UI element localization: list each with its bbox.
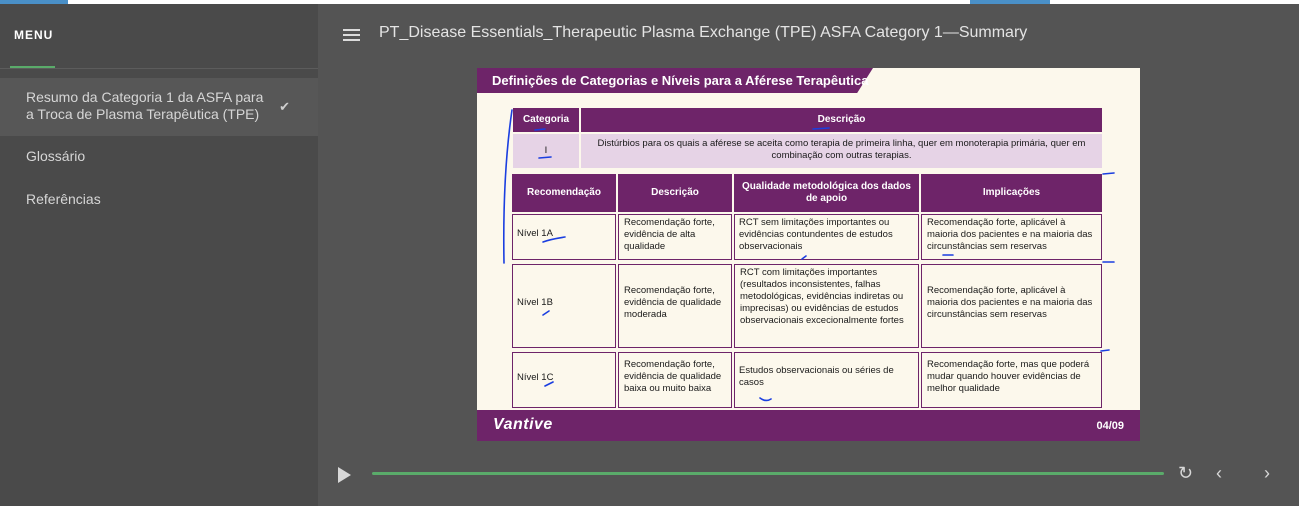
- level-1b: Nível 1B: [512, 264, 616, 348]
- category-description: Distúrbios para os quais a aférese se aceita como terapia de primeira linha, quer em monoterapia primária, quer em combinação com outras terapias.: [581, 134, 1102, 168]
- level-1a-quality: RCT sem limitações importantes ou evidências contundentes de estudos observacionais: [734, 214, 919, 260]
- ink-bracket-left: [504, 110, 512, 263]
- level-1c-quality: Estudos observacionais ou séries de casos: [734, 352, 919, 408]
- level-description-header: Descrição: [618, 174, 732, 212]
- menu-item-glossary[interactable]: Glossário: [26, 148, 86, 164]
- menu-item-references[interactable]: Referências: [26, 191, 101, 207]
- level-1a: Nível 1A: [512, 214, 616, 260]
- hamburger-icon[interactable]: [343, 29, 360, 41]
- slide-footer: [477, 410, 1140, 441]
- player-stage: [318, 4, 1299, 506]
- level-1b-implications: Recomendação forte, aplicável à maioria dos pacientes e na maioria das circunstâncias sem reservas: [921, 264, 1102, 348]
- level-1c: Nível 1C: [512, 352, 616, 408]
- implications-header: Implicações: [921, 174, 1102, 212]
- category-value: I: [513, 134, 579, 168]
- category-header: Categoria: [513, 108, 579, 132]
- level-1b-description: Recomendação forte, evidência de qualidade moderada: [618, 264, 732, 348]
- slide-page-number: 04/09: [1096, 420, 1124, 432]
- recommendation-header: Recomendação: [512, 174, 616, 212]
- menu-item-summary-line2: a Troca de Plasma Terapêutica (TPE): [26, 106, 260, 122]
- menu-title: MENU: [14, 28, 54, 42]
- course-title: PT_Disease Essentials_Therapeutic Plasma Exchange (TPE) ASFA Category 1—Summary: [379, 24, 1028, 41]
- player-controls: [318, 454, 1299, 494]
- quality-header: Qualidade metodológica dos dados de apoio: [734, 174, 919, 212]
- replay-icon[interactable]: ↻: [1178, 463, 1194, 483]
- brand-logo: Vantive: [493, 416, 553, 433]
- chevron-left-icon[interactable]: ‹: [1216, 463, 1222, 483]
- sidebar-menu: [0, 4, 318, 506]
- check-icon: ✔: [279, 99, 290, 114]
- chevron-right-icon[interactable]: ›: [1264, 463, 1270, 483]
- level-1c-description: Recomendação forte, evidência de qualidade baixa ou muito baixa: [618, 352, 732, 408]
- menu-item-summary[interactable]: [0, 78, 318, 136]
- level-1b-quality: RCT com limitações importantes (resultados inconsistentes, falhas metodológicas, evidências indiretas ou imprecisas) ou evidências de estudos observacionais excecionalmente fortes: [734, 264, 919, 348]
- description-header: Descrição: [581, 108, 1102, 132]
- slide-header-title: Definições de Categorias e Níveis para a Aférese Terapêutica: [492, 73, 869, 88]
- slide: [477, 68, 1140, 441]
- progress-bar[interactable]: [372, 472, 1164, 475]
- menu-item-summary-line1: Resumo da Categoria 1 da ASFA para: [26, 89, 264, 105]
- level-1a-description: Recomendação forte, evidência de alta qualidade: [618, 214, 732, 260]
- level-1c-implications: Recomendação forte, mas que poderá mudar quando houver evidências de melhor qualidade: [921, 352, 1102, 408]
- level-1a-implications: Recomendação forte, aplicável à maioria dos pacientes e na maioria das circunstâncias sem reservas: [921, 214, 1102, 260]
- menu-divider: [0, 68, 318, 69]
- play-icon[interactable]: [338, 467, 351, 483]
